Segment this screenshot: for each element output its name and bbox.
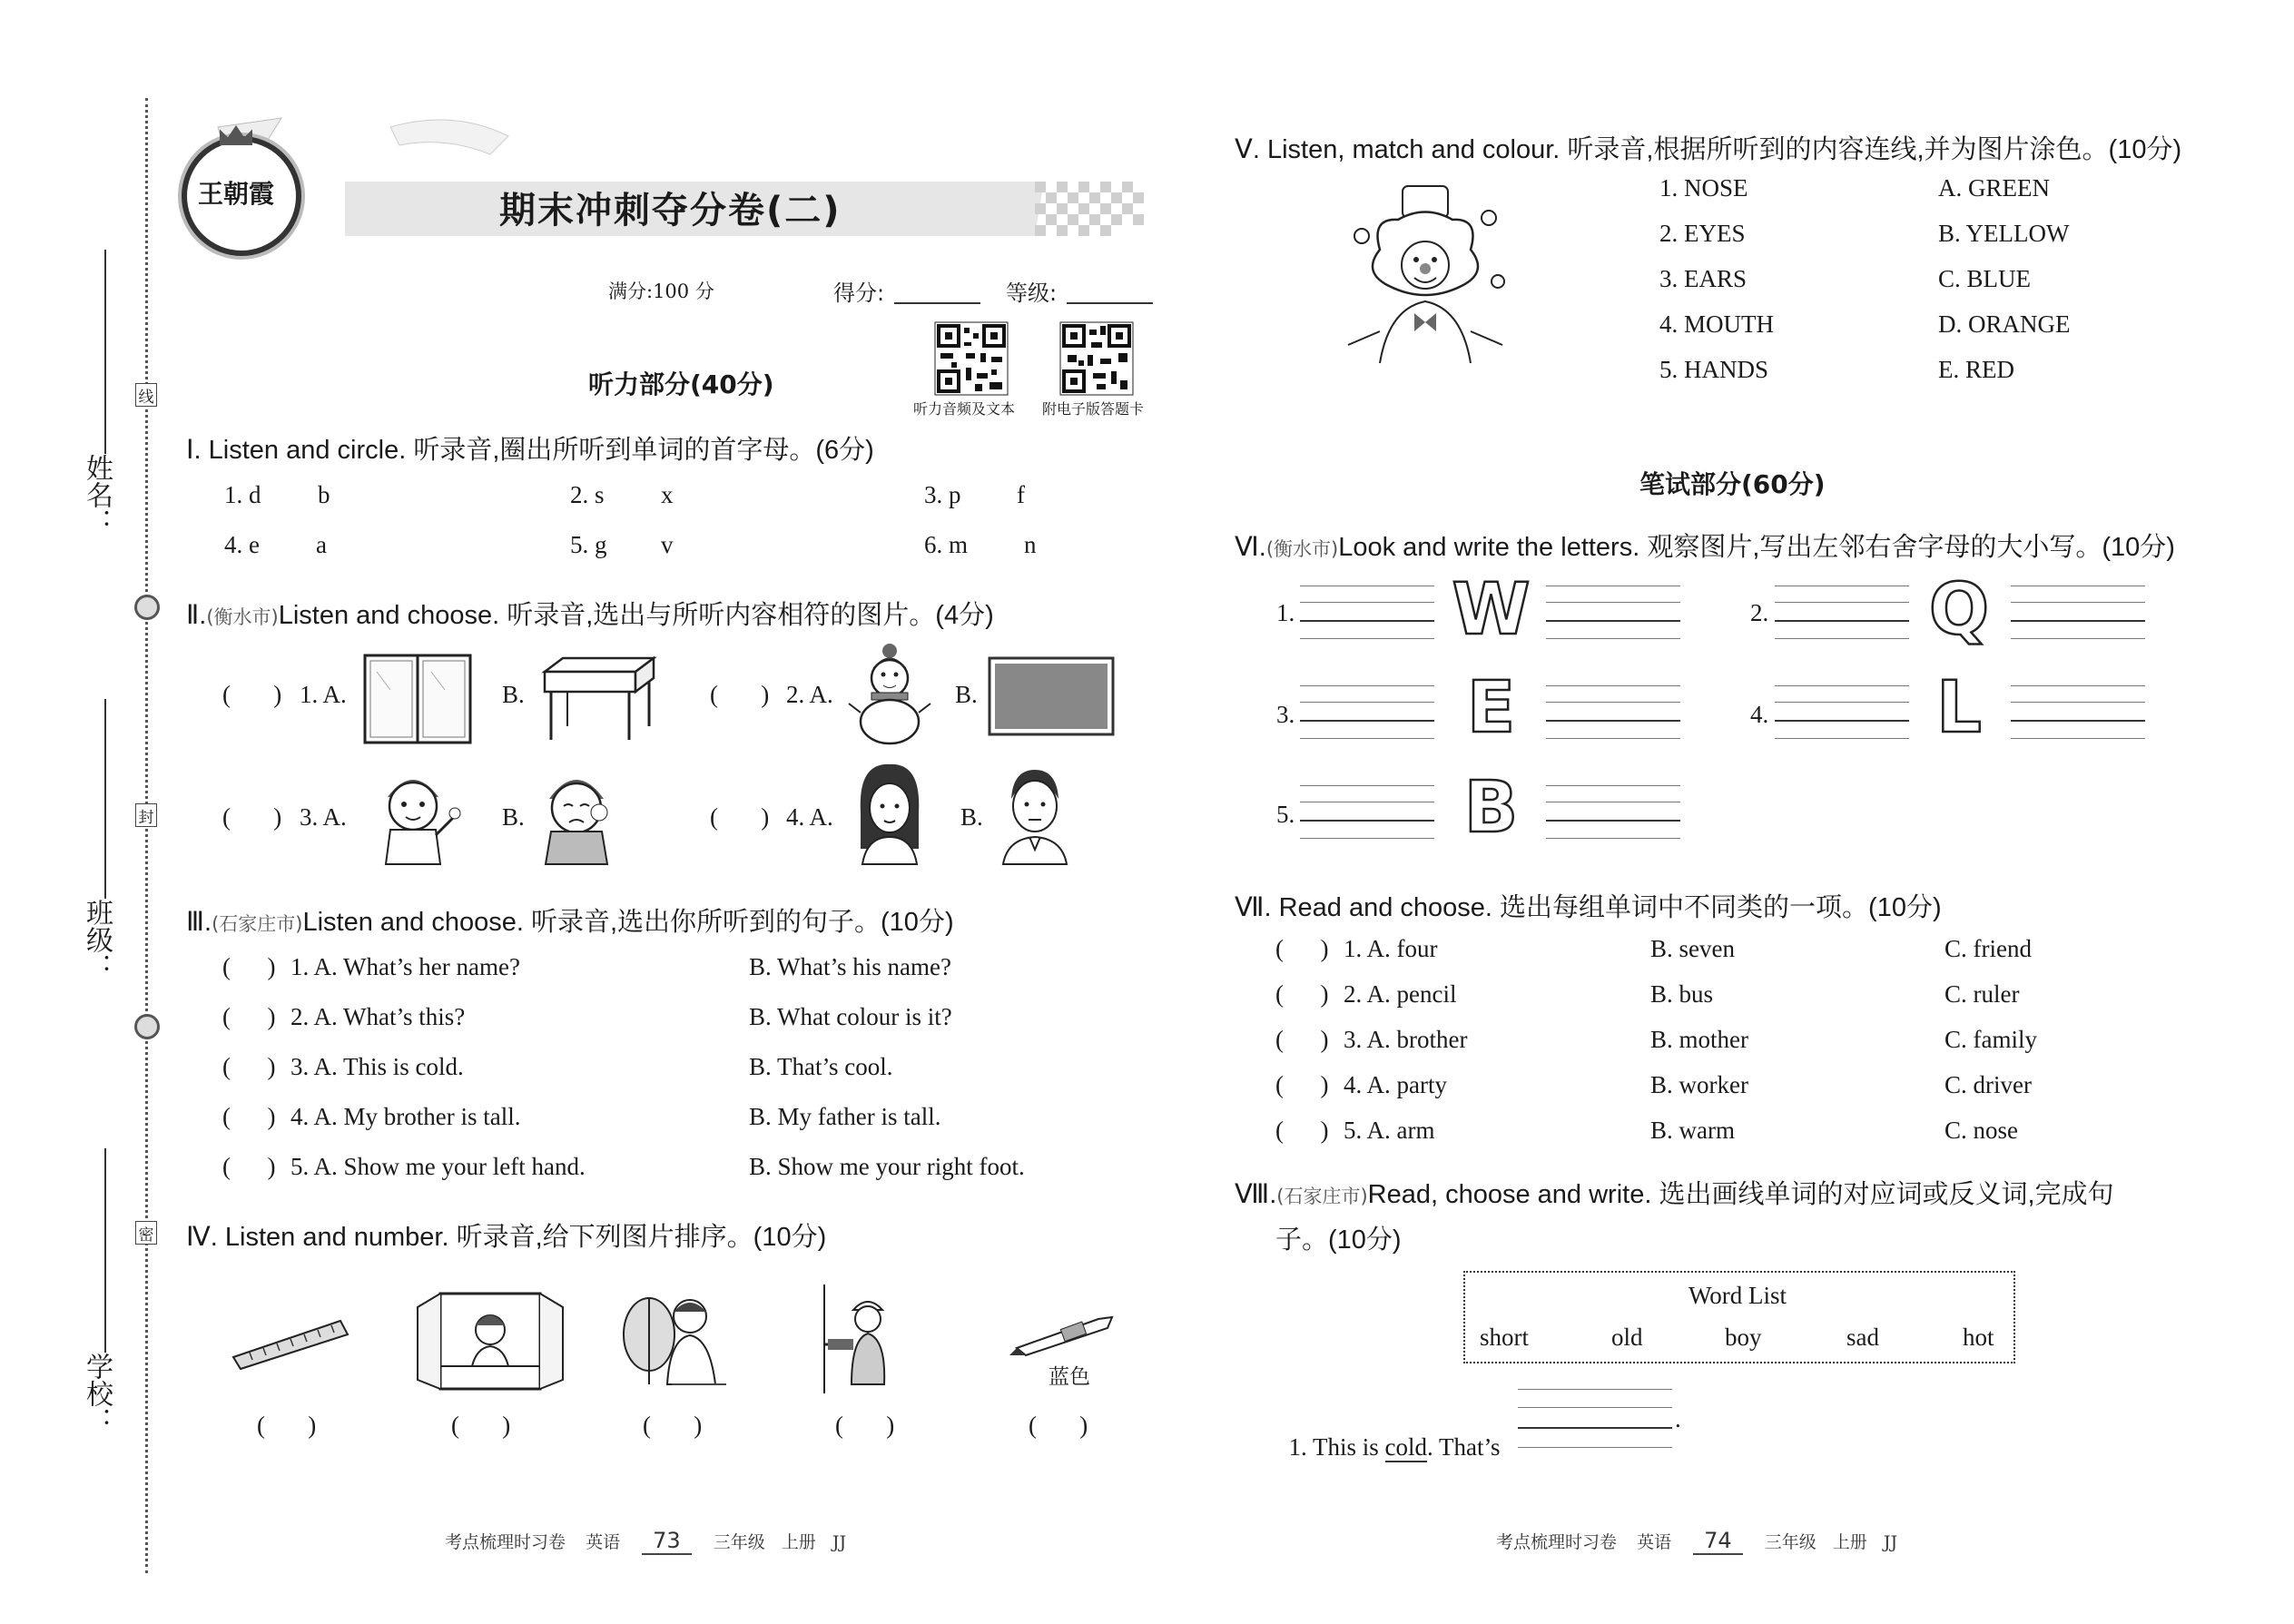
section-2-num: Ⅱ. bbox=[186, 601, 207, 630]
s8-q1-end: . bbox=[1675, 1405, 1681, 1432]
footer-grade: 三年级 bbox=[713, 1532, 765, 1552]
s5-right-item[interactable]: D. ORANGE bbox=[1938, 310, 2071, 338]
letter-picture: Q bbox=[1928, 569, 1990, 651]
footer-edition: JJ bbox=[832, 1532, 847, 1552]
four-line-guide bbox=[1546, 638, 1680, 639]
s7-option-b: B. seven bbox=[1650, 935, 1735, 962]
letter-write-line[interactable] bbox=[1546, 720, 1680, 722]
s3-option-a: 2. A. What’s this? bbox=[290, 1003, 466, 1030]
s5-right-item[interactable]: A. GREEN bbox=[1938, 174, 2050, 202]
page-title: 期末冲刺夺分卷(二) bbox=[499, 190, 842, 231]
class-input-line[interactable] bbox=[104, 699, 106, 899]
four-line-guide bbox=[2011, 638, 2145, 639]
letter-write-line[interactable] bbox=[1300, 720, 1434, 722]
footer-series: 考点梳理时习卷 bbox=[1496, 1532, 1618, 1552]
four-line-guide bbox=[1775, 738, 1909, 739]
answer-paren[interactable]: ( ) bbox=[1275, 935, 1329, 962]
answer-paren[interactable]: ( ) bbox=[451, 1412, 511, 1439]
s5-left-item[interactable]: 5. HANDS bbox=[1659, 356, 1769, 383]
section-4-title: Ⅳ. Listen and number. 听录音,给下列图片排序。(10分) bbox=[186, 1223, 827, 1252]
footer-term: 上册 bbox=[1832, 1532, 1867, 1552]
answer-paren[interactable]: ( ) bbox=[710, 681, 770, 708]
answer-paren[interactable]: ( ) bbox=[222, 803, 282, 831]
s8-answer-line[interactable] bbox=[1518, 1427, 1672, 1429]
section-6-title-row bbox=[1235, 527, 2175, 564]
four-line-guide bbox=[2011, 738, 2145, 739]
answer-paren[interactable]: ( ) bbox=[222, 681, 282, 708]
answer-paren[interactable]: ( ) bbox=[257, 1412, 317, 1439]
s1-item-num: 2. s bbox=[570, 481, 605, 508]
footer-subject: 英语 bbox=[586, 1532, 621, 1552]
snowman-picture[interactable] bbox=[849, 640, 930, 744]
four-line-guide bbox=[1300, 602, 1434, 603]
four-line-guide bbox=[2011, 702, 2145, 703]
boy-waving-picture[interactable] bbox=[368, 763, 458, 867]
answer-paren[interactable]: ( ) bbox=[222, 1003, 276, 1030]
s3-option-b: B. My father is tall. bbox=[749, 1103, 941, 1130]
four-line-guide bbox=[1300, 838, 1434, 839]
four-line-guide bbox=[1300, 702, 1434, 703]
full-score: 满分:100 分 bbox=[608, 281, 714, 302]
section-2-title: Listen and choose. 听录音,选出与所听内容相符的图片。(4分) bbox=[278, 601, 994, 630]
s5-left-item[interactable]: 4. MOUTH bbox=[1659, 310, 1774, 338]
s7-option-c: C. friend bbox=[1944, 935, 2032, 962]
letter-write-line[interactable] bbox=[1775, 620, 1909, 622]
four-line-guide bbox=[1546, 685, 1680, 686]
four-line-guide bbox=[1775, 638, 1909, 639]
answer-paren[interactable]: ( ) bbox=[1275, 1071, 1329, 1098]
section-8-title-row bbox=[1235, 1174, 2114, 1211]
s3-option-b: B. Show me your right foot. bbox=[749, 1153, 1025, 1180]
s6-item-num: 5. bbox=[1276, 801, 1295, 828]
s5-left-item[interactable]: 1. NOSE bbox=[1659, 174, 1748, 202]
s6-item-num: 1. bbox=[1276, 599, 1295, 626]
qr-code-audio[interactable] bbox=[935, 322, 1008, 395]
letter-picture: E bbox=[1466, 667, 1516, 749]
school-input-line[interactable] bbox=[104, 1148, 106, 1353]
s7-option-a: 2. A. pencil bbox=[1344, 980, 1457, 1008]
s7-option-b: B. mother bbox=[1650, 1026, 1748, 1053]
region-tag: (衡水市) bbox=[1265, 538, 1339, 560]
footer-edition: JJ bbox=[1883, 1532, 1898, 1552]
section-5-title: Ⅴ. Listen, match and colour. 听录音,根据所听到的内容连线,并为图片涂色。(10分) bbox=[1235, 135, 2182, 164]
letter-write-line[interactable] bbox=[1300, 820, 1434, 822]
answer-paren[interactable]: ( ) bbox=[1275, 1026, 1329, 1053]
four-line-guide bbox=[1546, 602, 1680, 603]
worker-drilling-picture[interactable] bbox=[797, 1284, 906, 1393]
footer-right bbox=[1496, 1528, 1897, 1553]
answer-paren[interactable]: ( ) bbox=[1275, 1117, 1329, 1144]
s3-option-b: B. That’s cool. bbox=[749, 1053, 893, 1080]
s6-item-num: 2. bbox=[1750, 599, 1769, 626]
seal-char-line: 线 bbox=[135, 383, 157, 407]
four-line-guide bbox=[1775, 685, 1909, 686]
four-line-guide bbox=[1300, 785, 1434, 786]
four-line-guide bbox=[1546, 702, 1680, 703]
woman-picture[interactable] bbox=[844, 763, 935, 867]
s7-option-c: C. driver bbox=[1944, 1071, 2032, 1098]
binding-dotted-line bbox=[145, 98, 148, 1573]
word-list-word: hot bbox=[1963, 1324, 1994, 1351]
section-3-title: Listen and choose. 听录音,选出你所听到的句子。(10分) bbox=[302, 908, 954, 937]
footer-subject: 英语 bbox=[1637, 1532, 1672, 1552]
section-1-title: Ⅰ. Listen and circle. 听录音,圈出所听到单词的首字母。(6分) bbox=[186, 436, 874, 465]
s1-item-alt[interactable]: x bbox=[661, 481, 674, 508]
s2-b-label: B. bbox=[955, 681, 978, 708]
listening-heading: 听力部分(40分) bbox=[588, 369, 774, 399]
letter-picture: W bbox=[1452, 569, 1531, 651]
word-list-word: old bbox=[1611, 1324, 1643, 1351]
answer-paren[interactable]: ( ) bbox=[835, 1412, 895, 1439]
s2-b-label: B. bbox=[502, 803, 525, 831]
s5-right-item[interactable]: B. YELLOW bbox=[1938, 220, 2070, 247]
s5-left-item[interactable]: 3. EARS bbox=[1659, 265, 1748, 292]
seal-char-seal: 封 bbox=[135, 803, 157, 827]
blackboard-picture[interactable] bbox=[988, 656, 1115, 736]
section-8-num: Ⅷ. bbox=[1235, 1180, 1277, 1209]
four-line-guide bbox=[1518, 1407, 1672, 1408]
s1-item-num: 4. e bbox=[224, 531, 260, 558]
four-line-guide bbox=[1546, 838, 1680, 839]
logo-brand-text: 王朝霞 bbox=[197, 179, 274, 209]
s2-b-label: B. bbox=[502, 681, 525, 708]
s1-item-alt[interactable]: b bbox=[318, 481, 330, 508]
four-line-guide bbox=[1300, 738, 1434, 739]
page-number: 74 bbox=[1693, 1528, 1743, 1555]
s5-right-item[interactable]: E. RED bbox=[1938, 356, 2014, 383]
score-input[interactable] bbox=[894, 302, 980, 304]
word-list-word: boy bbox=[1725, 1324, 1762, 1351]
boy-crying-picture[interactable] bbox=[531, 763, 622, 867]
region-tag: (衡水市) bbox=[206, 606, 279, 628]
pen-color-label: 蓝色 bbox=[1049, 1365, 1090, 1389]
s7-option-c: C. ruler bbox=[1944, 980, 2020, 1008]
s3-option-a: 1. A. What’s her name? bbox=[290, 953, 520, 980]
s5-left-item[interactable]: 2. EYES bbox=[1659, 220, 1746, 247]
footer-series: 考点梳理时习卷 bbox=[445, 1532, 566, 1552]
letter-write-line[interactable] bbox=[1300, 620, 1434, 622]
four-line-guide bbox=[1546, 785, 1680, 786]
section-2-title-row bbox=[186, 595, 994, 632]
answer-paren[interactable]: ( ) bbox=[222, 953, 276, 980]
s7-option-c: C. family bbox=[1944, 1026, 2037, 1053]
answer-paren[interactable]: ( ) bbox=[1029, 1412, 1088, 1439]
answer-paren[interactable]: ( ) bbox=[710, 803, 770, 831]
section-3-title-row bbox=[186, 901, 954, 939]
s2-q-label: 4. A. bbox=[786, 803, 833, 831]
section-8-title: Read, choose and write. 选出画线单词的对应词或反义词,完成句 bbox=[1367, 1180, 2114, 1209]
s7-option-a: 1. A. four bbox=[1344, 935, 1438, 962]
writing-heading: 笔试部分(60分) bbox=[1639, 469, 1826, 499]
section-7-title: Ⅶ. Read and choose. 选出每组单词中不同类的一项。(10分) bbox=[1235, 893, 1942, 922]
s2-q-label: 2. A. bbox=[786, 681, 833, 708]
s7-option-a: 3. A. brother bbox=[1344, 1026, 1468, 1053]
answer-paren[interactable]: ( ) bbox=[222, 1053, 276, 1080]
s7-option-b: B. worker bbox=[1650, 1071, 1748, 1098]
binding-hole-icon bbox=[134, 595, 160, 620]
footer-grade: 三年级 bbox=[1764, 1532, 1816, 1552]
grade-input[interactable] bbox=[1067, 302, 1153, 304]
s1-item-num: 5. g bbox=[570, 531, 607, 558]
boy-with-leaf-picture[interactable] bbox=[617, 1284, 731, 1389]
s6-item-num: 4. bbox=[1750, 701, 1769, 728]
answer-paren[interactable]: ( ) bbox=[1275, 980, 1329, 1008]
s3-option-b: B. What colour is it? bbox=[749, 1003, 952, 1030]
s8-q1-suffix: . That’s bbox=[1427, 1433, 1501, 1461]
girl-at-window-picture[interactable] bbox=[413, 1289, 567, 1393]
four-line-guide bbox=[1518, 1447, 1672, 1448]
binding-hole-icon bbox=[134, 1014, 160, 1039]
s1-item-num: 6. m bbox=[924, 531, 969, 558]
s6-item-num: 3. bbox=[1276, 701, 1295, 728]
grade-label: 等级: bbox=[1006, 281, 1058, 306]
class-label: 班级： bbox=[81, 899, 113, 980]
desk-picture[interactable] bbox=[540, 654, 658, 744]
qr1-caption: 听力音频及文本 bbox=[913, 400, 1016, 418]
four-line-guide bbox=[1775, 702, 1909, 703]
school-label: 学校： bbox=[81, 1353, 113, 1434]
s1-item-num: 3. p bbox=[924, 481, 961, 508]
s1-item-alt[interactable]: v bbox=[661, 531, 674, 558]
word-list-title: Word List bbox=[1688, 1282, 1787, 1309]
s1-item-alt[interactable]: a bbox=[316, 531, 327, 558]
letter-write-line[interactable] bbox=[1546, 620, 1680, 622]
qr-code-answer-card[interactable] bbox=[1060, 322, 1133, 395]
letter-write-line[interactable] bbox=[1775, 720, 1909, 722]
letter-picture: B bbox=[1463, 767, 1519, 849]
s2-q-label: 3. A. bbox=[300, 803, 347, 831]
s1-item-num: 1. d bbox=[224, 481, 261, 508]
four-line-guide bbox=[1518, 1389, 1672, 1390]
s3-option-a: 4. A. My brother is tall. bbox=[290, 1103, 521, 1130]
s2-q-label: 1. A. bbox=[300, 681, 347, 708]
s7-option-a: 4. A. party bbox=[1344, 1071, 1447, 1098]
letter-write-line[interactable] bbox=[2011, 620, 2145, 622]
s5-right-item[interactable]: C. BLUE bbox=[1938, 265, 2032, 292]
s7-option-b: B. warm bbox=[1650, 1117, 1735, 1144]
answer-paren[interactable]: ( ) bbox=[222, 1153, 276, 1180]
window-picture[interactable] bbox=[363, 654, 472, 744]
man-picture[interactable] bbox=[989, 763, 1080, 867]
s7-option-a: 5. A. arm bbox=[1344, 1117, 1435, 1144]
answer-paren[interactable]: ( ) bbox=[222, 1103, 276, 1130]
score-label: 得分: bbox=[833, 281, 885, 306]
section-6-title: Look and write the letters. 观察图片,写出左邻右舍字母的大小写。(10分) bbox=[1338, 533, 2175, 562]
footer-term: 上册 bbox=[781, 1532, 816, 1552]
four-line-guide bbox=[1546, 738, 1680, 739]
s8-question-1 bbox=[1276, 1405, 1501, 1462]
clown-picture[interactable] bbox=[1334, 182, 1525, 372]
s1-item-alt[interactable]: f bbox=[1017, 481, 1025, 508]
four-line-guide bbox=[1300, 638, 1434, 639]
name-label: 姓名： bbox=[81, 454, 113, 536]
word-list-word: short bbox=[1480, 1324, 1529, 1351]
section-6-num: Ⅵ. bbox=[1235, 533, 1266, 562]
section-3-num: Ⅲ. bbox=[186, 908, 212, 937]
four-line-guide bbox=[2011, 685, 2145, 686]
s1-item-alt[interactable]: n bbox=[1024, 531, 1037, 558]
four-line-guide bbox=[1775, 602, 1909, 603]
blue-pen-picture[interactable] bbox=[1008, 1312, 1121, 1357]
s7-option-b: B. bus bbox=[1650, 980, 1714, 1008]
letter-write-line[interactable] bbox=[1546, 820, 1680, 822]
region-tag: (石家庄市) bbox=[1276, 1186, 1368, 1207]
letter-picture: L bbox=[1936, 667, 1982, 749]
four-line-guide bbox=[1300, 685, 1434, 686]
s3-option-a: 3. A. This is cold. bbox=[290, 1053, 464, 1080]
s2-b-label: B. bbox=[960, 803, 983, 831]
qr2-caption: 附电子版答题卡 bbox=[1042, 400, 1145, 418]
s7-option-c: C. nose bbox=[1944, 1117, 2018, 1144]
word-list-word: sad bbox=[1846, 1324, 1879, 1351]
name-input-line[interactable] bbox=[104, 250, 106, 454]
footer-left bbox=[445, 1528, 846, 1553]
s3-option-b: B. What’s his name? bbox=[749, 953, 951, 980]
answer-paren[interactable]: ( ) bbox=[643, 1412, 703, 1439]
s3-option-a: 5. A. Show me your left hand. bbox=[290, 1153, 586, 1180]
ruler-picture[interactable] bbox=[231, 1316, 350, 1371]
letter-write-line[interactable] bbox=[2011, 720, 2145, 722]
s8-underlined-word: cold bbox=[1384, 1433, 1428, 1461]
four-line-guide bbox=[2011, 602, 2145, 603]
region-tag: (石家庄市) bbox=[212, 913, 303, 935]
seal-char-secret: 密 bbox=[135, 1221, 157, 1245]
section-8-title-cont: 子。(10分) bbox=[1275, 1225, 1402, 1255]
page-number: 73 bbox=[642, 1528, 692, 1555]
s8-q1-prefix: 1. This is bbox=[1288, 1433, 1385, 1461]
